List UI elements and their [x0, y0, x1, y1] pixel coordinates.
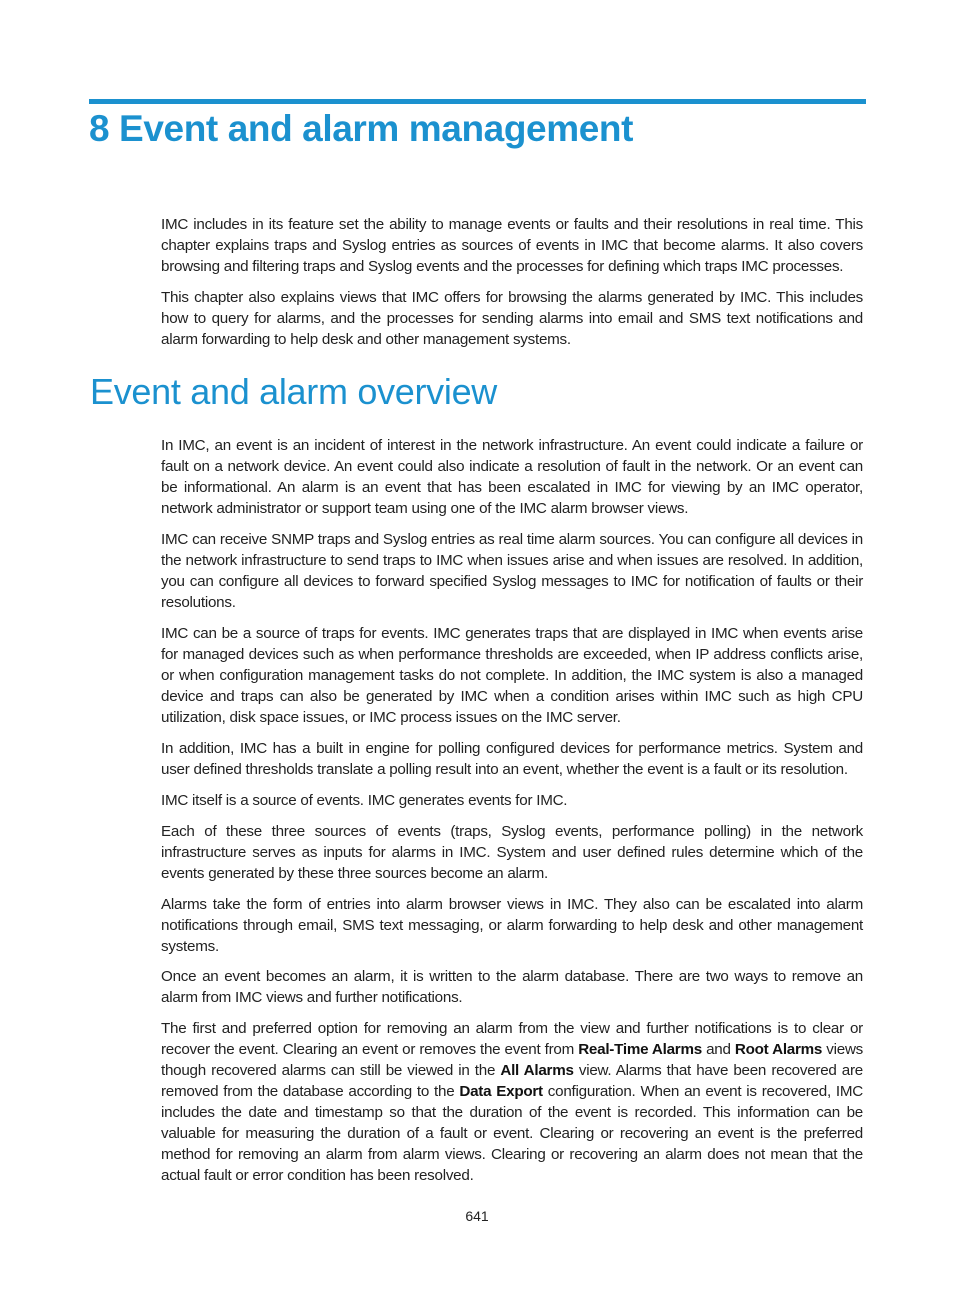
overview-paragraph-1: In IMC, an event is an incident of interest in the network infrastructure. An event could indicate a failure or fault on a network device. An event could also indicate a resolution of fault in the network. Or an event can be informational. An alarm is an event that has been escalated in IMC for viewing by an IMC operator, network administrator or support team using one of the IMC alarm browser views.	[161, 437, 863, 517]
overview-paragraph-2: IMC can receive SNMP traps and Syslog entries as real time alarm sources. You can configure all devices in the network infrastructure to send traps to IMC when issues arise and when issues are resolved. In addition, you can configure all devices to forward specified Syslog messages to IMC for notification of faults or their resolutions.	[161, 531, 863, 611]
overview-paragraph-4: In addition, IMC has a built in engine for polling configured devices for performance metrics. System and user defined thresholds translate a polling result into an event, whether the event is a fault or its resolution.	[161, 740, 863, 778]
chapter-title-rule	[89, 99, 866, 104]
data-export-term: Data Export	[459, 1083, 543, 1100]
chapter-title: 8 Event and alarm management	[89, 108, 633, 149]
overview-paragraph-3: IMC can be a source of traps for events. IMC generates traps that are displayed in IMC when events arise for managed devices such as when performance thresholds are exceeded, when IP address conflicts arise, or when configuration management tasks do not complete. In addition, the IMC system is also a managed device and traps can also be generated by IMC when a condition arises within IMC such as high CPU utilization, disk space issues, or IMC process issues on the IMC server.	[161, 625, 863, 726]
text-run: and	[701, 1041, 735, 1058]
section-title: Event and alarm overview	[90, 371, 497, 412]
real-time-alarms-term: Real-Time Alarms	[578, 1041, 702, 1058]
text-run: views though recovered alarms can still be viewed in the	[161, 1041, 864, 1079]
intro-paragraph-2: This chapter also explains views that IMC offers for browsing the alarms generated by IMC. This includes how to query for alarms, and the processes for sending alarms into email and SMS text notifications and alarm forwarding to help desk and other management systems.	[161, 289, 863, 348]
overview-paragraph-6: Each of these three sources of events (traps, Syslog events, performance polling) in the network infrastructure serves as inputs for alarms in IMC. System and user defined rules determine which of the events generated by these three sources become an alarm.	[161, 823, 863, 882]
text-run: view. Alarms that have been recovered are removed from the database according to the	[161, 1062, 863, 1100]
text-run: configuration. When an event is recovered, IMC includes the date and timestamp so that the duration of the event is recorded. This information can be valuable for measuring the duration of a fault or event. Clearing or recovering an event is the preferred method for removing an alarm from alarm views. Clearing or recovering an alarm does not mean that the actual fault or error condition has been resolved.	[161, 1083, 863, 1184]
text-run: The first and preferred option for removing an alarm from the view and further notifications is to clear or recover the event. Clearing an event or removes the event from	[161, 1020, 863, 1058]
page-number: 641	[465, 1208, 489, 1224]
all-alarms-term: All Alarms	[500, 1062, 574, 1079]
overview-paragraph-8: Once an event becomes an alarm, it is written to the alarm database. There are two ways to remove an alarm from IMC views and further notifications.	[161, 968, 863, 1006]
overview-paragraph-5: IMC itself is a source of events. IMC generates events for IMC.	[161, 792, 568, 809]
overview-paragraph-7: Alarms take the form of entries into alarm browser views in IMC. They also can be escalated into alarm notifications through email, SMS text messaging, or alarm forwarding to help desk and other management systems.	[161, 896, 863, 955]
overview-paragraph-9	[161, 1018, 863, 1186]
intro-paragraph-1: IMC includes in its feature set the ability to manage events or faults and their resolutions in real time. This chapter explains traps and Syslog entries as sources of events in IMC that become alarms. It also covers browsing and filtering traps and Syslog events and the processes for defining which traps IMC processes.	[161, 216, 863, 275]
root-alarms-term: Root Alarms	[734, 1041, 823, 1058]
